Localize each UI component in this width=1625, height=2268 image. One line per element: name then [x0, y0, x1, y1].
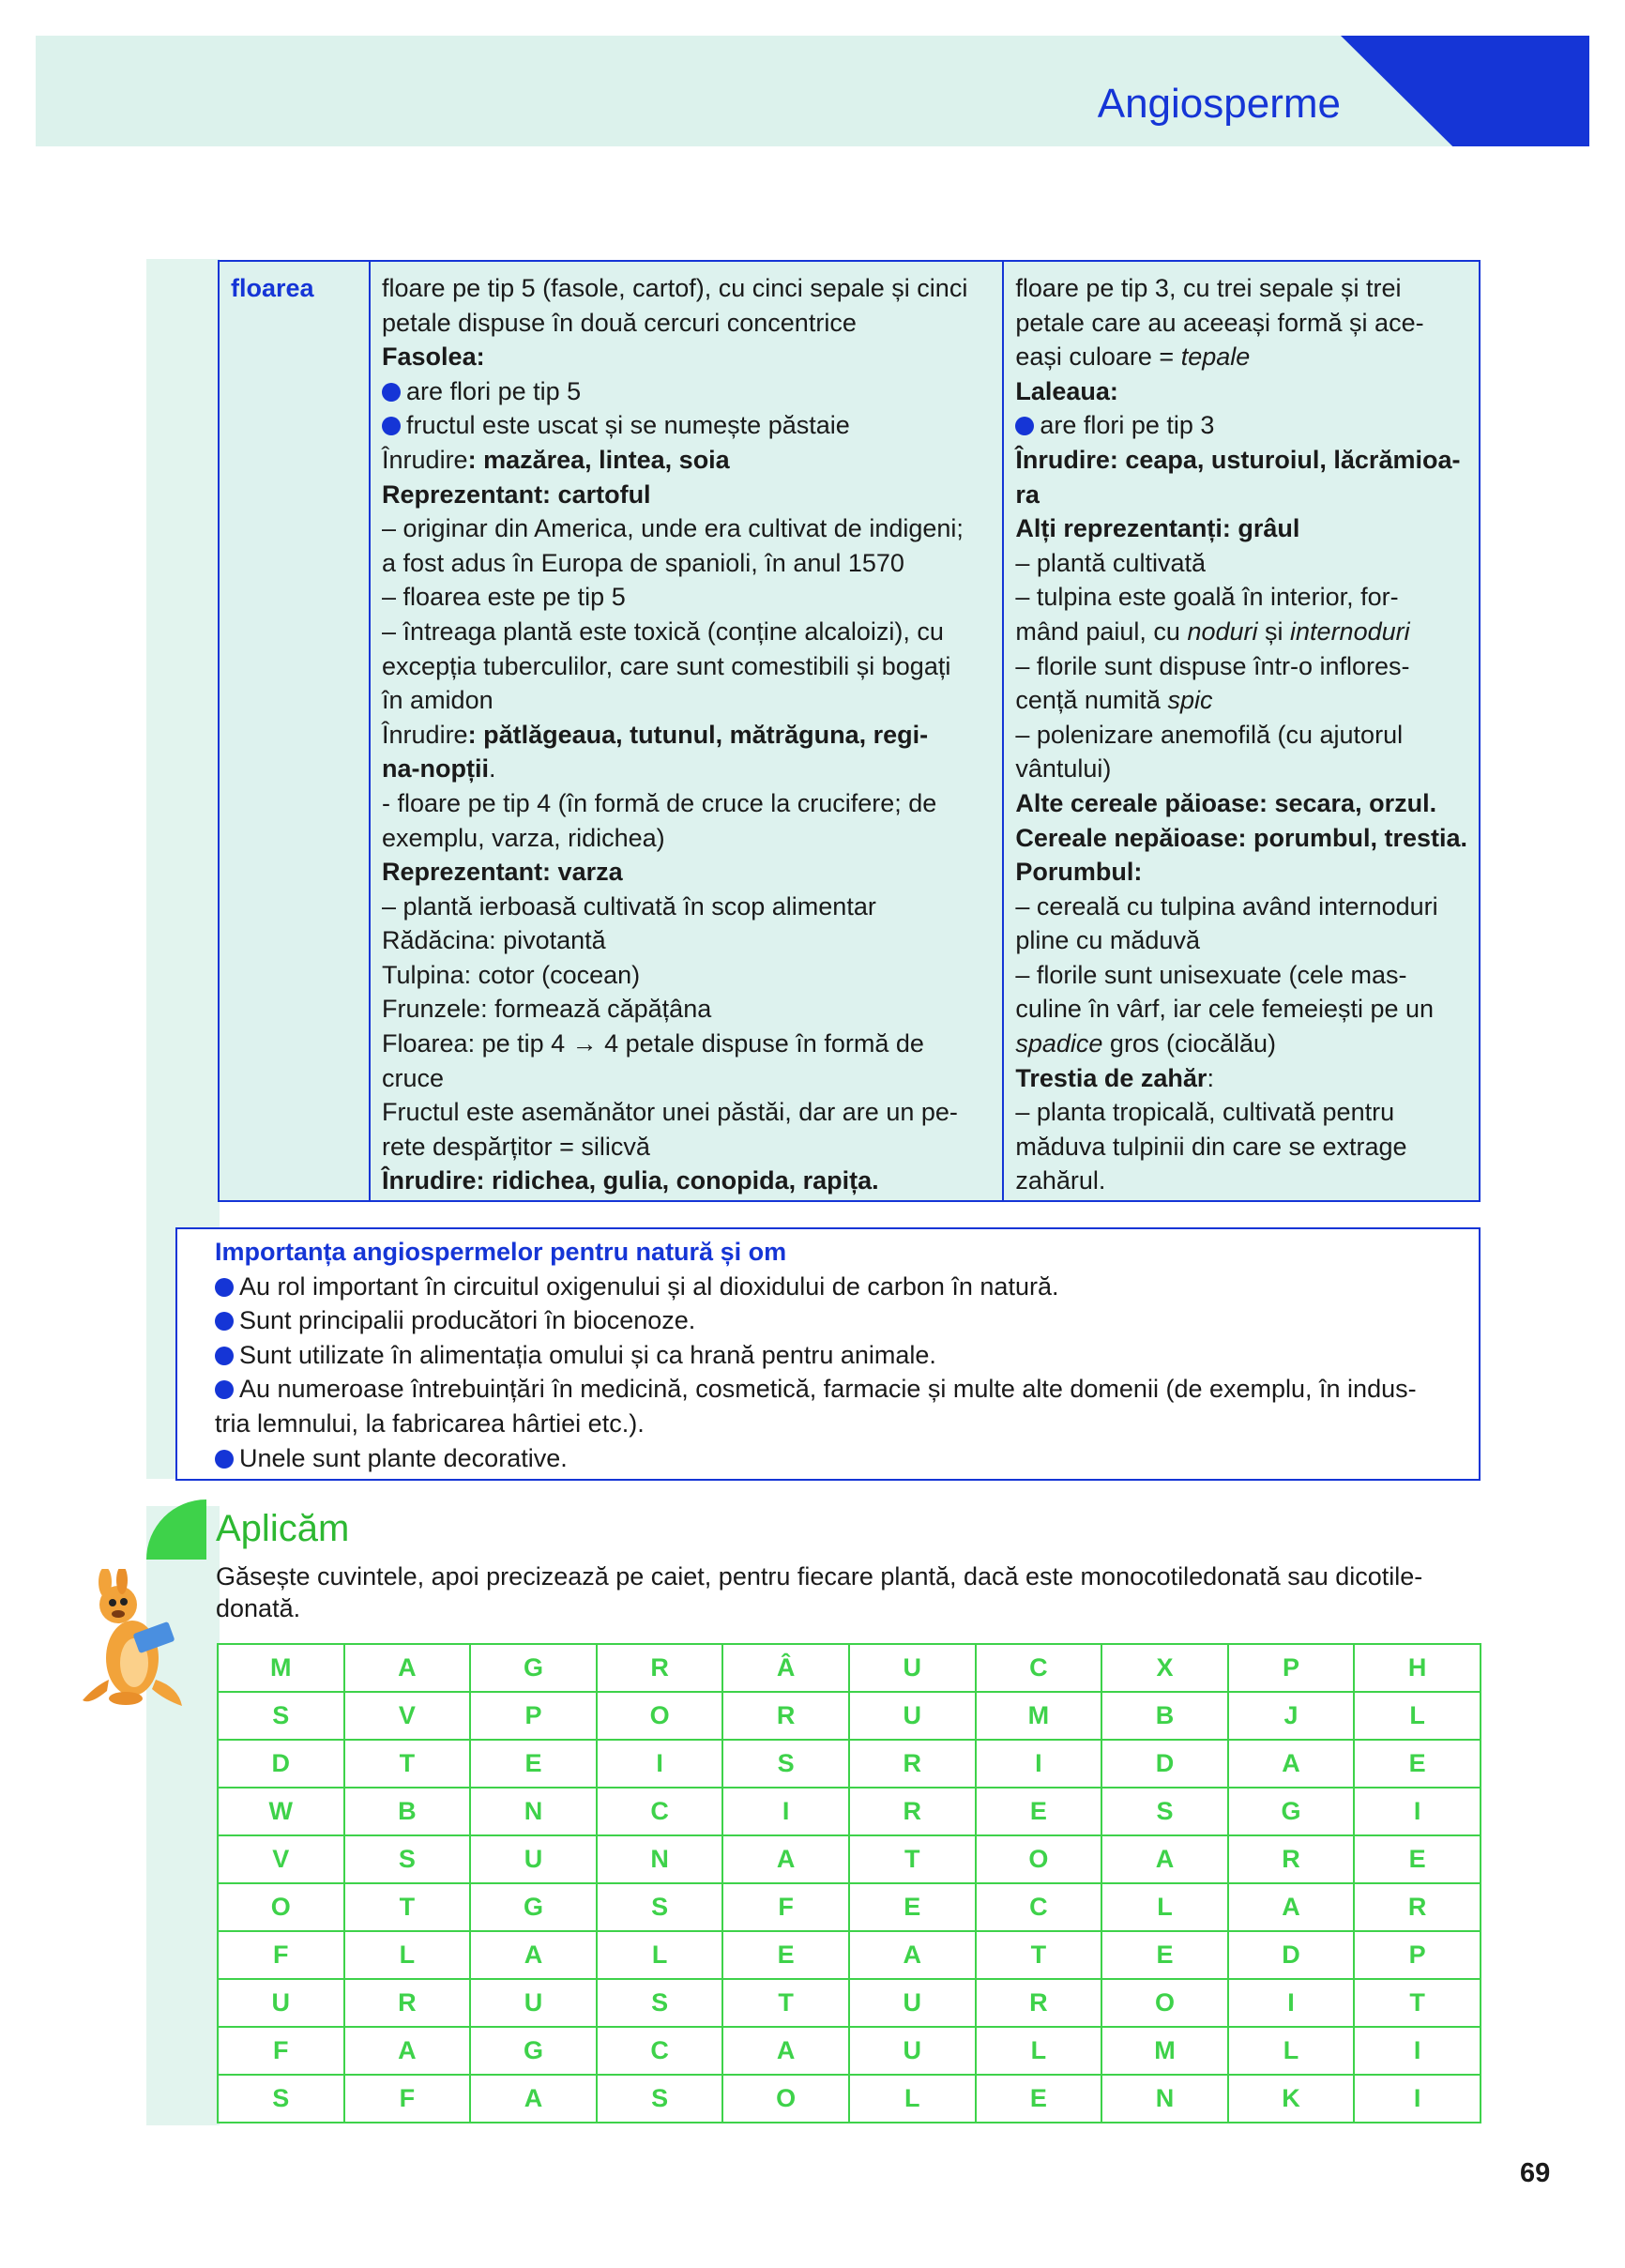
grid-row [218, 2027, 1481, 2075]
grid-cell: E [1101, 1931, 1228, 1979]
text-line: excepția tuberculilor, care sunt comestibili și bogați [382, 651, 951, 680]
grid-cell: E [1354, 1835, 1481, 1883]
grid-cell: C [976, 1883, 1102, 1931]
text-line: exemplu, varza, ridichea) [382, 823, 665, 852]
grid-cell: I [1354, 2075, 1481, 2123]
grid-cell: V [344, 1692, 471, 1740]
grid-cell: A [722, 2027, 849, 2075]
text-line: na-nopții. [382, 754, 496, 784]
bullet-icon [215, 1312, 234, 1331]
text-line: spadice gros (ciocălău) [1015, 1029, 1276, 1058]
text-line: cență numită spic [1015, 686, 1213, 715]
grid-cell: W [218, 1788, 344, 1835]
grid-row [218, 1835, 1481, 1883]
grid-cell: Â [722, 1644, 849, 1692]
text-line: Reprezentant: varza [382, 858, 623, 887]
grid-cell: R [849, 1788, 976, 1835]
grid-cell: E [976, 1788, 1102, 1835]
importance-item: Sunt principalii producători în biocenoze. [215, 1303, 1441, 1338]
grid-cell: M [1101, 2027, 1228, 2075]
importance-item: Au rol important în circuitul oxigenului și al dioxidului de carbon în natură. [215, 1270, 1441, 1304]
bullet-icon [382, 383, 401, 402]
grid-cell: I [976, 1740, 1102, 1788]
text-line: Reprezentant: cartoful [382, 479, 651, 509]
grid-row [218, 2075, 1481, 2123]
text-line: Frunzele: formează căpățâna [382, 995, 712, 1024]
text-line: fructul este uscat și se numește păstaie [382, 408, 991, 443]
text-line: – florile sunt dispuse într-o inflores- [1015, 651, 1410, 680]
text-line: Floarea: pe tip 4 → 4 petale dispuse în formă de [382, 1029, 924, 1058]
grid-cell: I [597, 1740, 723, 1788]
text-line: în amidon [382, 686, 494, 715]
text-line: – florile sunt unisexuate (cele mas- [1015, 960, 1407, 989]
grid-cell: H [1354, 1644, 1481, 1692]
page-title: Angiosperme [1097, 81, 1341, 127]
text-line: are flori pe tip 5 [382, 374, 991, 409]
grid-cell: E [976, 2075, 1102, 2123]
text-line: Porumbul: [1015, 858, 1143, 887]
importance-item: Unele sunt plante decorative. [215, 1441, 1441, 1476]
grid-cell: L [849, 2075, 976, 2123]
header-tab-decoration [1341, 36, 1589, 146]
grid-cell: R [849, 1740, 976, 1788]
bullet-icon [215, 1278, 234, 1297]
grid-cell: S [722, 1740, 849, 1788]
text-line: – originar din America, unde era cultivat de indigeni; [382, 514, 964, 543]
grid-cell: A [470, 2075, 597, 2123]
grid-cell: I [1228, 1979, 1355, 2027]
row-label-cell [220, 262, 371, 1200]
grid-cell: T [976, 1931, 1102, 1979]
grid-cell: U [849, 1644, 976, 1692]
grid-cell: S [344, 1835, 471, 1883]
grid-cell: E [722, 1931, 849, 1979]
grid-row [218, 1931, 1481, 1979]
grid-cell: M [218, 1644, 344, 1692]
text-line: – întreaga plantă este toxică (conține alcaloizi), cu [382, 616, 944, 646]
text-line: – tulpina este goală în interior, for- [1015, 583, 1399, 612]
grid-cell: T [344, 1883, 471, 1931]
grid-cell: F [218, 1931, 344, 1979]
grid-cell: R [1354, 1883, 1481, 1931]
text-line: pline cu măduvă [1015, 926, 1200, 955]
grid-cell: T [849, 1835, 976, 1883]
grid-row [218, 1692, 1481, 1740]
text-line: Înrudire: pătlăgeaua, tutunul, mătrăguna, regi- [382, 720, 929, 749]
text-line: Alte cereale păioase: secara, orzul. [1015, 788, 1437, 817]
flower-comparison-table [218, 260, 1481, 1202]
text-line: mând paiul, cu noduri și internoduri [1015, 616, 1410, 646]
text-line: petale dispuse în două cercuri concentrice [382, 308, 857, 337]
grid-cell: S [1101, 1788, 1228, 1835]
text-line: zahărul. [1015, 1166, 1106, 1195]
grid-cell: S [597, 2075, 723, 2123]
grid-cell: L [1101, 1883, 1228, 1931]
grid-cell: M [976, 1692, 1102, 1740]
grid-cell: A [1228, 1883, 1355, 1931]
grid-cell: O [1101, 1979, 1228, 2027]
grid-cell: L [344, 1931, 471, 1979]
grid-cell: R [344, 1979, 471, 2027]
grid-cell: G [470, 1644, 597, 1692]
grid-cell: S [218, 1692, 344, 1740]
text-line: floare pe tip 5 (fasole, cartof), cu cinci sepale și cinci [382, 274, 968, 302]
grid-cell: G [470, 2027, 597, 2075]
grid-cell: D [218, 1740, 344, 1788]
text-line: – planta tropicală, cultivată pentru [1015, 1098, 1395, 1127]
text-line: a fost adus în Europa de spanioli, în anul 1570 [382, 548, 904, 577]
importance-item: Sunt utilizate în alimentația omului și ca hrană pentru animale. [215, 1338, 1441, 1373]
grid-cell: O [218, 1883, 344, 1931]
importance-item: Au numeroase întrebuințări în medicină, cosmetică, farmacie și multe alte domenii (de exemplu, în indus- tria lemnului, la fabricarea hârtiei etc.). [215, 1375, 1417, 1438]
grid-cell: O [597, 1692, 723, 1740]
text-line: eași culoare = tepale [1015, 342, 1251, 372]
dicot-cell [371, 262, 1004, 1200]
grid-cell: N [1101, 2075, 1228, 2123]
grid-cell: T [344, 1740, 471, 1788]
text-line: Trestia de zahăr: [1015, 1063, 1214, 1092]
grid-cell: A [849, 1931, 976, 1979]
text-line: Înrudire: ridichea, gulia, conopida, rapița. [382, 1166, 879, 1195]
grid-cell: V [218, 1835, 344, 1883]
grid-cell: O [976, 1835, 1102, 1883]
text-line: Fructul este asemănător unei păstăi, dar are un pe- [382, 1098, 958, 1127]
grid-cell: B [344, 1788, 471, 1835]
grid-cell: N [470, 1788, 597, 1835]
text-line: rete despărțitor = silicvă [382, 1132, 650, 1161]
bullet-icon [1015, 417, 1034, 435]
row-label: floarea [231, 274, 314, 302]
text-line: Rădăcina: pivotantă [382, 926, 606, 955]
grid-cell: S [597, 1979, 723, 2027]
grid-cell: C [976, 1644, 1102, 1692]
text-line: – polenizare anemofilă (cu ajutorul [1015, 720, 1404, 749]
grid-cell: L [1228, 2027, 1355, 2075]
grid-cell: E [470, 1740, 597, 1788]
grid-cell: C [597, 1788, 723, 1835]
grid-cell: K [1228, 2075, 1355, 2123]
text-line: Înrudire: mazărea, lintea, soia [382, 445, 730, 474]
grid-row [218, 1788, 1481, 1835]
grid-cell: A [1101, 1835, 1228, 1883]
grid-cell: X [1101, 1644, 1228, 1692]
grid-cell: T [722, 1979, 849, 2027]
text-line: Alți reprezentanți: grâul [1015, 514, 1300, 543]
grid-cell: F [218, 2027, 344, 2075]
grid-cell: A [1228, 1740, 1355, 1788]
text-line: Cereale nepăioase: porumbul, trestia. [1015, 823, 1467, 852]
grid-row [218, 1740, 1481, 1788]
grid-cell: N [597, 1835, 723, 1883]
grid-cell: J [1228, 1692, 1355, 1740]
monocot-cell [1004, 262, 1479, 1200]
importance-box [175, 1227, 1481, 1481]
grid-cell: A [344, 1644, 471, 1692]
bullet-icon [215, 1380, 234, 1399]
grid-cell: U [470, 1979, 597, 2027]
page-header [36, 36, 1589, 146]
text-line: – plantă ierboasă cultivată în scop alimentar [382, 891, 876, 921]
aplicam-title: Aplicăm [216, 1508, 350, 1549]
text-line: petale care au aceeași formă și ace- [1015, 308, 1424, 337]
text-line: – plantă cultivată [1015, 548, 1206, 577]
grid-cell: F [722, 1883, 849, 1931]
grid-row [218, 1644, 1481, 1692]
grid-cell: I [722, 1788, 849, 1835]
bullet-icon [382, 417, 401, 435]
grid-cell: A [344, 2027, 471, 2075]
grid-cell: P [1228, 1644, 1355, 1692]
text-line: cruce [382, 1063, 445, 1092]
text-line: – cereală cu tulpina având internoduri [1015, 891, 1438, 921]
text-line: – floarea este pe tip 5 [382, 583, 626, 612]
grid-cell: U [849, 2027, 976, 2075]
grid-cell: C [597, 2027, 723, 2075]
grid-cell: U [470, 1835, 597, 1883]
grid-cell: B [1101, 1692, 1228, 1740]
grid-cell: R [1228, 1835, 1355, 1883]
text-line: culine în vârf, iar cele femeiești pe un [1015, 995, 1435, 1024]
grid-cell: P [470, 1692, 597, 1740]
text-line: măduva tulpinii din care se extrage [1015, 1132, 1407, 1161]
grid-cell: A [470, 1931, 597, 1979]
grid-cell: R [722, 1692, 849, 1740]
grid-cell: L [976, 2027, 1102, 2075]
aplicam-instruction: Găsește cuvintele, apoi precizează pe caiet, pentru fiecare plantă, dacă este monocotiledonată sau dicotile- donată. [216, 1562, 1423, 1622]
grid-cell: S [218, 2075, 344, 2123]
grid-cell: E [849, 1883, 976, 1931]
text-line: are flori pe tip 3 [1015, 408, 1467, 443]
text-line: Tulpina: cotor (cocean) [382, 960, 641, 989]
grid-cell: E [1354, 1740, 1481, 1788]
grid-cell: U [218, 1979, 344, 2027]
grid-row [218, 1979, 1481, 2027]
page-number: 69 [1520, 2158, 1551, 2188]
text-line: Înrudire: ceapa, usturoiul, lăcrămioa- [1015, 445, 1461, 474]
text-line: Fasolea: [382, 342, 485, 372]
text-line: floare pe tip 3, cu trei sepale și trei [1015, 274, 1402, 302]
text-line: Laleaua: [1015, 376, 1118, 405]
grid-cell: R [976, 1979, 1102, 2027]
text-line: vântului) [1015, 754, 1112, 784]
grid-cell: L [597, 1931, 723, 1979]
grid-cell: D [1228, 1931, 1355, 1979]
grid-cell: A [722, 1835, 849, 1883]
text-line: - floare pe tip 4 (în formă de cruce la crucifere; de [382, 788, 937, 817]
word-search-grid [217, 1643, 1481, 2123]
grid-cell: D [1101, 1740, 1228, 1788]
grid-cell: S [597, 1883, 723, 1931]
grid-cell: G [1228, 1788, 1355, 1835]
text-line: ra [1015, 479, 1040, 509]
grid-cell: I [1354, 2027, 1481, 2075]
bullet-icon [215, 1450, 234, 1469]
bullet-icon [215, 1347, 234, 1365]
grid-cell: F [344, 2075, 471, 2123]
grid-cell: U [849, 1692, 976, 1740]
kangaroo-mascot-icon [81, 1569, 184, 1710]
grid-cell: L [1354, 1692, 1481, 1740]
grid-row [218, 1883, 1481, 1931]
grid-cell: U [849, 1979, 976, 2027]
grid-cell: P [1354, 1931, 1481, 1979]
grid-cell: R [597, 1644, 723, 1692]
grid-cell: O [722, 2075, 849, 2123]
grid-cell: T [1354, 1979, 1481, 2027]
importance-title: Importanța angiospermelor pentru natură și om [215, 1238, 787, 1266]
grid-cell: I [1354, 1788, 1481, 1835]
grid-cell: G [470, 1883, 597, 1931]
